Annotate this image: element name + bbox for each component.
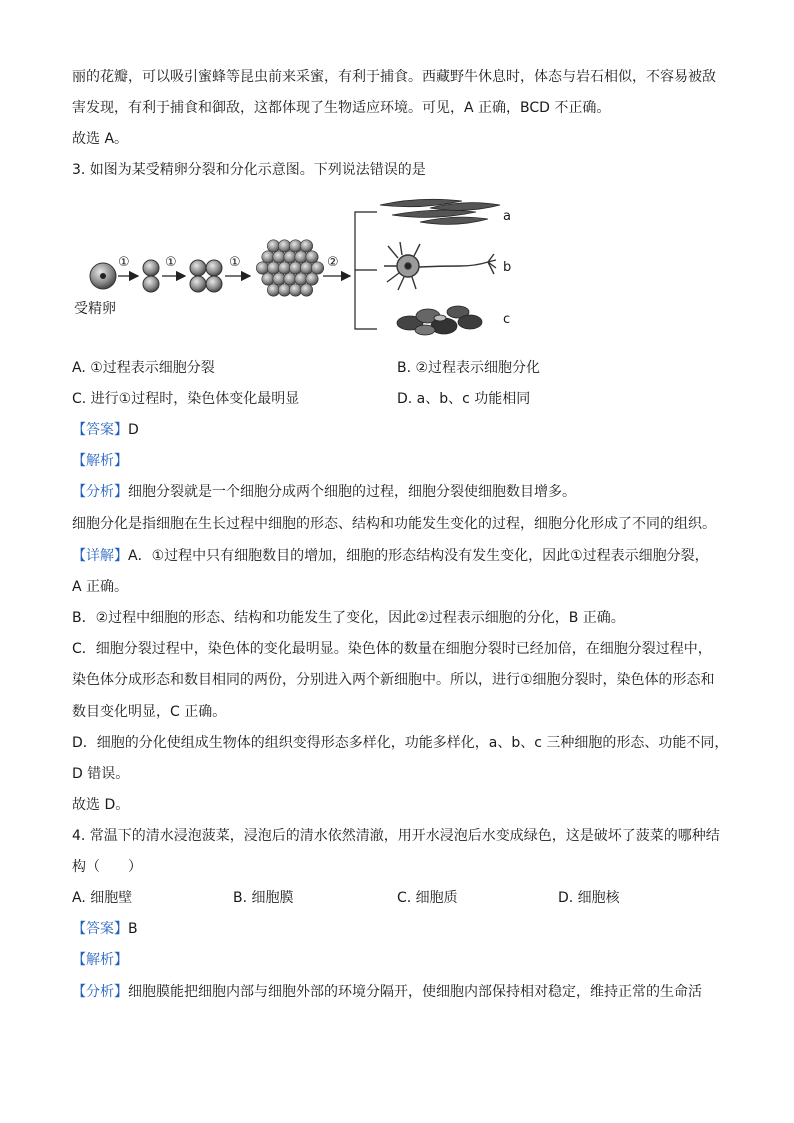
option-b: B. 细胞膜 — [233, 890, 294, 906]
question-4-stem: 4. 常温下的清水浸泡菠菜，浸泡后的清水依然清澈，用开水浸泡后水变成绿色，这是破坏了菠菜的哪种结 — [72, 828, 720, 844]
cluster-cell — [262, 251, 274, 263]
xiangjie-tag: 【详解】 — [72, 548, 128, 564]
cluster-cell — [306, 273, 318, 285]
cluster-cell — [300, 262, 312, 274]
cluster-cell — [278, 284, 290, 296]
fenxi-line — [72, 982, 702, 1002]
bracket — [355, 212, 377, 329]
question-3-stem: 3. 如图为某受精卵分裂和分化示意图。下列说法错误的是 — [72, 162, 426, 178]
option-d: D. a、b、c 功能相同 — [397, 391, 531, 407]
question-4-stem: 构（ ） — [72, 859, 142, 875]
text-line: A 正确。 — [72, 579, 129, 595]
cluster-cell — [284, 273, 296, 285]
cluster-cell — [267, 240, 279, 252]
text-line: 害发现，有利于捕食和御敌，这都体现了生物适应环境。可见，A 正确，BCD 不正确。 — [72, 100, 611, 116]
fenxi-line — [72, 482, 576, 502]
cluster-cell — [295, 251, 307, 263]
cluster-cell — [295, 273, 307, 285]
text-line: 故选 D。 — [72, 797, 130, 813]
label-b: b — [503, 260, 512, 275]
cell-cluster — [256, 240, 323, 296]
cluster-cell — [278, 262, 290, 274]
step-1-label: ① — [165, 255, 177, 270]
answer-value: B — [128, 921, 138, 937]
text-line: 染色体分成形态和数目相同的两份，分别进入两个新细胞中。所以，进行①细胞分裂时，染色体的形态和 — [72, 672, 715, 688]
text-line: D 错误。 — [72, 766, 130, 782]
label-a: a — [503, 209, 511, 224]
fenxi-tag: 【分析】 — [72, 984, 128, 1000]
option-d: D. 细胞核 — [558, 890, 620, 906]
option-c: C. 细胞质 — [397, 890, 458, 906]
four-cells — [190, 260, 222, 292]
cluster-cell — [289, 284, 301, 296]
cluster-cell — [300, 284, 312, 296]
blood-cells — [397, 306, 482, 335]
text-line: B．②过程中细胞的形态、结构和功能发生了变化，因此②过程表示细胞的分化，B 正确。 — [72, 610, 625, 626]
analysis-tag: 【解析】 — [72, 453, 128, 469]
fenxi-tag: 【分析】 — [72, 484, 128, 500]
option-a: A. ①过程表示细胞分裂 — [72, 360, 215, 376]
cluster-cell — [284, 251, 296, 263]
answer-line — [72, 919, 138, 939]
option-b: B. ②过程表示细胞分化 — [397, 360, 541, 376]
two-cells — [143, 260, 159, 292]
neuron-cell — [384, 242, 496, 290]
cluster-cell — [267, 262, 279, 274]
answer-value: D — [128, 422, 139, 438]
muscle-cells — [380, 199, 500, 224]
xiangjie-text: A．①过程中只有细胞数目的增加，细胞的形态结构没有发生变化，因此①过程表示细胞分裂， — [128, 548, 709, 564]
fenxi-text: 细胞分裂就是一个细胞分成两个细胞的过程，细胞分裂使细胞数目增多。 — [128, 484, 576, 500]
cluster-cell — [256, 262, 268, 274]
zygote-cell — [90, 263, 116, 289]
text-line: 数目变化明显，C 正确。 — [72, 704, 227, 720]
label-c: c — [503, 312, 511, 327]
text-line: 丽的花瓣，可以吸引蜜蜂等昆虫前来采蜜，有利于捕食。西藏野牛休息时，体态与岩石相似，不容易被敌 — [72, 69, 716, 85]
option-a: A. 细胞壁 — [72, 890, 133, 906]
answer-tag: 【答案】 — [72, 921, 128, 937]
cluster-cell — [273, 273, 285, 285]
text-line: C．细胞分裂过程中，染色体的变化最明显。染色体的数量在细胞分裂时已经加倍，在细胞分裂过程中， — [72, 641, 712, 657]
analysis-tag: 【解析】 — [72, 952, 128, 968]
cluster-cell — [306, 251, 318, 263]
cluster-cell — [311, 262, 323, 274]
zygote-label: 受精卵 — [74, 301, 116, 317]
fenxi-text: 细胞膜能把细胞内部与细胞外部的环境分隔开，使细胞内部保持相对稳定，维持正常的生命活 — [128, 984, 702, 1000]
cluster-cell — [289, 262, 301, 274]
text-line: 细胞分化是指细胞在生长过程中细胞的形态、结构和功能发生变化的过程，细胞分化形成了不同的组织。 — [72, 516, 716, 532]
cluster-cell — [267, 284, 279, 296]
cluster-cell — [273, 251, 285, 263]
cluster-cell — [278, 240, 290, 252]
cluster-cell — [300, 240, 312, 252]
text-line: D．细胞的分化使组成生物体的组织变得形态多样化，功能多样化，a、b、c 三种细胞的形态、功能不同， — [72, 735, 729, 751]
option-c: C. 进行①过程时，染色体变化最明显 — [72, 391, 300, 407]
cluster-cell — [289, 240, 301, 252]
xiangjie-line — [72, 546, 709, 566]
answer-line — [72, 420, 139, 440]
step-1-label: ① — [229, 255, 241, 270]
cluster-cell — [262, 273, 274, 285]
text-line: 故选 A。 — [72, 131, 129, 147]
step-1-label: ① — [118, 255, 130, 270]
answer-tag: 【答案】 — [72, 422, 128, 438]
step-2-label: ② — [327, 255, 339, 270]
